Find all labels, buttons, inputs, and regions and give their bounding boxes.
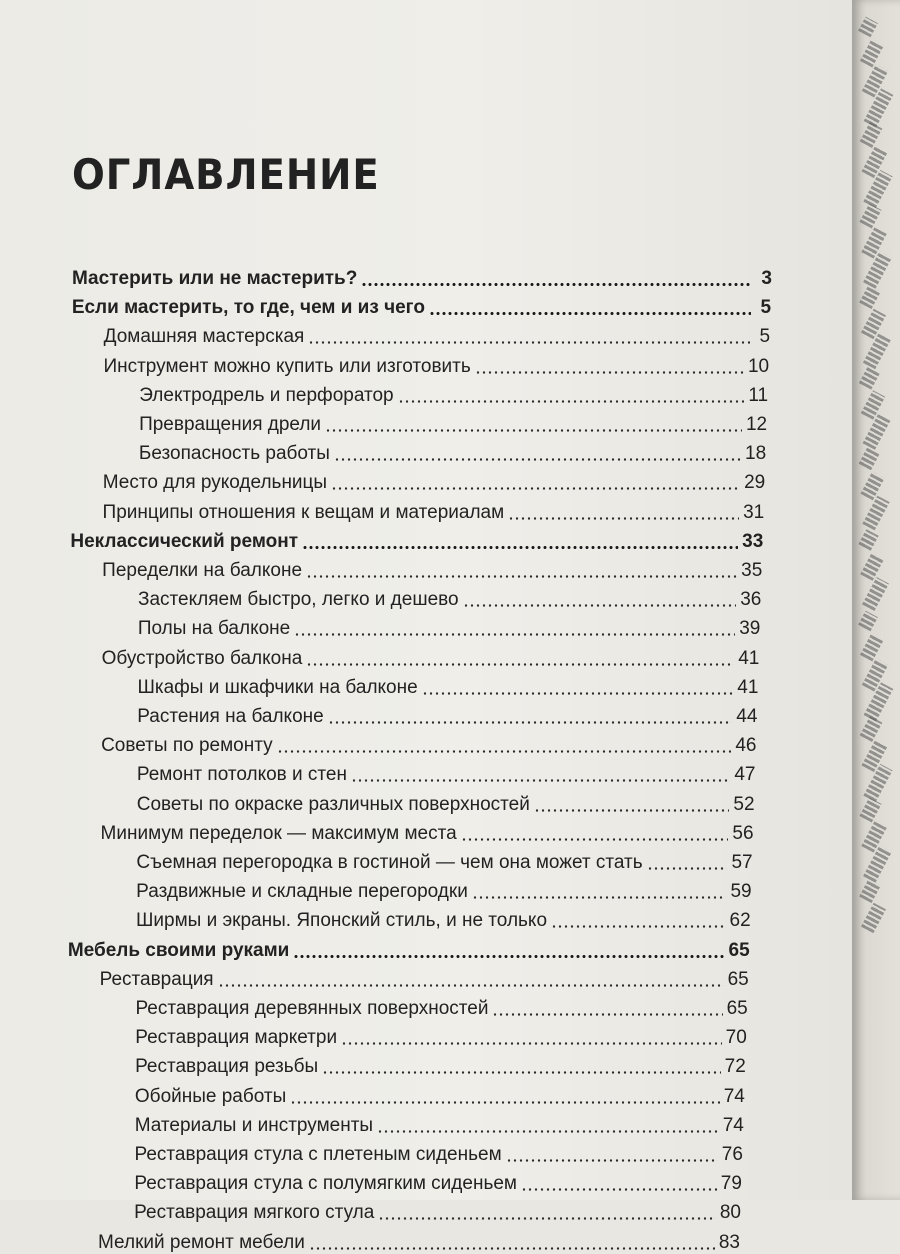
toc-entry-page-number: 83 bbox=[718, 1231, 740, 1253]
dot-leader bbox=[506, 1159, 718, 1162]
dot-leader bbox=[218, 984, 724, 987]
toc-entry bbox=[137, 702, 757, 728]
toc-entry-title: Полы на балконе bbox=[137, 618, 291, 640]
toc-entry-page-number: 33 bbox=[742, 530, 764, 552]
dot-leader bbox=[377, 1130, 719, 1133]
toc-entry-page-number: 36 bbox=[740, 589, 762, 611]
toc-entry-page-number: 31 bbox=[743, 501, 765, 523]
dot-leader bbox=[463, 604, 737, 607]
dot-leader bbox=[475, 371, 744, 374]
dot-leader bbox=[378, 1217, 716, 1220]
facing-page-text-fragment bbox=[863, 845, 892, 882]
dot-leader bbox=[422, 692, 734, 695]
toc-entry-title: Реставрация резьбы bbox=[135, 1056, 319, 1078]
dot-leader bbox=[351, 779, 730, 782]
facing-page-text-fragment bbox=[859, 797, 881, 822]
toc-entry bbox=[135, 1052, 746, 1078]
toc-entry bbox=[137, 790, 755, 816]
dot-leader bbox=[302, 546, 738, 549]
toc-entry-title: Мастерить или не мастерить? bbox=[72, 268, 358, 289]
toc-entry-page-number: 72 bbox=[724, 1056, 746, 1078]
dot-leader bbox=[551, 925, 725, 928]
dot-leader bbox=[508, 517, 739, 520]
toc-entry-page-number: 11 bbox=[748, 384, 769, 406]
facing-page-text-fragment bbox=[863, 333, 891, 370]
toc-entry bbox=[136, 877, 751, 903]
toc-entry-page-number: 65 bbox=[728, 939, 750, 961]
toc-entry bbox=[102, 644, 760, 670]
dot-leader bbox=[398, 400, 745, 403]
facing-page-text-fragment bbox=[860, 41, 883, 68]
dot-leader bbox=[331, 487, 740, 490]
toc-entry-page-number: 12 bbox=[745, 414, 768, 435]
toc-entry bbox=[101, 819, 754, 845]
facing-page-text-fragment bbox=[859, 203, 881, 228]
toc-entry-title: Место для рукодельницы bbox=[102, 472, 328, 494]
facing-page-text-fragment bbox=[860, 716, 883, 742]
dot-leader bbox=[293, 955, 724, 958]
toc-entry-page-number: 10 bbox=[747, 355, 770, 377]
toc-entry-page-number: 74 bbox=[722, 1114, 744, 1136]
dot-leader bbox=[322, 1071, 720, 1074]
toc-entry-page-number: 18 bbox=[745, 443, 767, 465]
toc-entry-title: Реставрация bbox=[99, 968, 214, 990]
toc-entry-page-number: 46 bbox=[735, 735, 757, 757]
facing-page-text-fragment bbox=[860, 553, 884, 581]
dot-leader bbox=[328, 721, 733, 724]
toc-entry-title: Переделки на балконе bbox=[102, 560, 303, 581]
toc-entry-title: Съемная перегородка в гостиной — чем она может стать bbox=[136, 852, 643, 873]
facing-page-text-fragment bbox=[863, 414, 891, 450]
facing-page-text-fragment bbox=[860, 472, 884, 501]
toc-entry bbox=[134, 1198, 741, 1224]
toc-entry-page-number: 41 bbox=[737, 676, 759, 698]
facing-page-text-fragment bbox=[859, 879, 881, 903]
toc-entry-title: Электродрель и перфоратор bbox=[139, 384, 394, 406]
dot-leader bbox=[309, 1247, 715, 1250]
toc-entry-page-number: 59 bbox=[730, 881, 752, 903]
toc-entry-page-number: 3 bbox=[761, 268, 772, 289]
toc-entry-page-number: 44 bbox=[736, 706, 758, 727]
toc-entry-title: Домашняя мастерская bbox=[103, 326, 305, 348]
toc-entry bbox=[98, 1228, 740, 1254]
facing-page-text-fragment bbox=[860, 635, 883, 662]
dot-leader bbox=[308, 341, 750, 344]
dot-leader bbox=[521, 1188, 717, 1191]
toc-entry-title: Реставрация стула с плетеным сиденьем bbox=[134, 1144, 502, 1165]
toc-entry-page-number: 35 bbox=[741, 560, 763, 581]
dot-leader bbox=[341, 1042, 722, 1045]
toc-entry-title: Мелкий ремонт мебели bbox=[98, 1231, 305, 1253]
toc-entry-title: Реставрация мягкого стула bbox=[134, 1202, 375, 1224]
toc-entry-page-number: 74 bbox=[723, 1085, 745, 1107]
facing-page-text-fragment bbox=[859, 448, 880, 470]
toc-entry bbox=[139, 439, 766, 465]
toc-entry bbox=[139, 410, 767, 436]
toc-entry-title: Мебель своими руками bbox=[67, 939, 290, 961]
toc-entry bbox=[101, 731, 756, 757]
toc-entry-title: Превращения дрели bbox=[139, 414, 322, 435]
toc-entry-title: Раздвижные и складные перегородки bbox=[136, 881, 468, 903]
toc-entry bbox=[135, 1023, 747, 1049]
dot-leader bbox=[461, 838, 729, 841]
dot-leader bbox=[492, 1013, 722, 1016]
toc-entry-page-number: 5 bbox=[760, 297, 772, 319]
toc-entry-title: Принципы отношения к вещам и материалам bbox=[102, 501, 505, 523]
toc-entry bbox=[68, 936, 750, 962]
toc-entry bbox=[72, 264, 772, 290]
toc-entry bbox=[72, 293, 771, 319]
facing-page-text-fragment bbox=[859, 285, 881, 309]
dot-leader bbox=[277, 750, 732, 753]
toc-entry-page-number: 52 bbox=[733, 793, 755, 815]
toc-entry-title: Застекляем быстро, легко и дешево bbox=[138, 589, 459, 611]
toc-entry-title: Реставрация деревянных поверхностей bbox=[135, 998, 489, 1019]
facing-page-text-fragment bbox=[862, 577, 889, 611]
toc-entry-title: Реставрация маркетри bbox=[135, 1027, 338, 1049]
toc-entry-page-number: 70 bbox=[725, 1027, 747, 1049]
toc-entry bbox=[135, 1111, 744, 1137]
toc-entry-title: Ремонт потолков и стен bbox=[136, 764, 347, 786]
toc-entry-title: Советы по окраске различных поверхностей bbox=[136, 793, 530, 815]
facing-page-text-fragment bbox=[861, 903, 886, 933]
facing-page-text-fragment bbox=[863, 251, 892, 288]
toc-entry-title: Ширмы и экраны. Японский стиль, и не только bbox=[136, 910, 548, 932]
toc-entry bbox=[70, 527, 763, 553]
facing-page-text-fragment bbox=[862, 496, 889, 531]
toc-entry bbox=[138, 614, 761, 640]
toc-entry bbox=[139, 381, 768, 407]
toc-entry-page-number: 65 bbox=[726, 998, 748, 1019]
toc-entry-title: Растения на балконе bbox=[137, 706, 324, 727]
facing-page-text-fragment bbox=[858, 529, 878, 551]
dot-leader bbox=[647, 867, 728, 870]
toc-entry-title: Обустройство балкона bbox=[101, 647, 303, 669]
toc-entry bbox=[136, 848, 752, 874]
toc-entry bbox=[136, 906, 751, 932]
toc-entry bbox=[103, 498, 765, 524]
toc-entry bbox=[103, 352, 769, 378]
toc-entry bbox=[135, 994, 747, 1020]
toc-entry bbox=[138, 585, 761, 611]
toc-entry-title: Инструмент можно купить или изготовить bbox=[103, 355, 471, 377]
toc-entry-title: Безопасность работы bbox=[138, 443, 330, 465]
toc-entry-title: Советы по ремонту bbox=[101, 735, 273, 757]
toc-entry bbox=[103, 468, 765, 494]
toc-entry bbox=[135, 1140, 743, 1166]
dot-leader bbox=[472, 896, 727, 899]
adjacent-page-edge bbox=[852, 0, 900, 1200]
facing-page-text-fragment bbox=[860, 122, 883, 148]
toc-entry-page-number: 57 bbox=[731, 852, 753, 873]
dot-leader bbox=[325, 429, 742, 432]
toc-entry-page-number: 47 bbox=[734, 764, 756, 786]
dot-leader bbox=[306, 575, 737, 578]
dot-leader bbox=[290, 1101, 719, 1104]
toc-entry bbox=[104, 322, 770, 348]
toc-entry-title: Минимум переделок — максимум места bbox=[100, 822, 457, 844]
dot-leader bbox=[294, 633, 735, 636]
toc-entry-page-number: 65 bbox=[727, 968, 749, 990]
page-title: ОГЛАВЛЕНИЕ bbox=[72, 150, 380, 199]
toc-entry-page-number: 39 bbox=[739, 618, 761, 640]
facing-page-text-fragment bbox=[863, 764, 892, 802]
dot-leader bbox=[534, 809, 730, 812]
toc-entry-title: Если мастерить, то где, чем и из чего bbox=[71, 297, 425, 319]
toc-entry bbox=[137, 673, 758, 699]
toc-entry-page-number: 62 bbox=[729, 910, 751, 932]
toc-entry-title: Обойные работы bbox=[134, 1085, 287, 1107]
toc-entry bbox=[134, 1169, 742, 1195]
dot-leader bbox=[306, 663, 734, 666]
toc-entry-page-number: 41 bbox=[738, 647, 760, 669]
toc-entry bbox=[100, 965, 749, 991]
dot-leader bbox=[361, 283, 752, 286]
facing-page-text-fragment bbox=[859, 366, 880, 389]
facing-page-text-fragment bbox=[858, 17, 878, 38]
dot-leader bbox=[429, 312, 751, 315]
toc-entry-page-number: 56 bbox=[732, 822, 754, 844]
toc-entry-page-number: 29 bbox=[744, 472, 766, 494]
toc-entry bbox=[135, 1082, 745, 1108]
toc-entry bbox=[102, 556, 762, 582]
toc-entry-title: Шкафы и шкафчики на балконе bbox=[137, 676, 418, 698]
toc-entry-page-number: 80 bbox=[719, 1202, 741, 1224]
toc-entry-page-number: 79 bbox=[720, 1173, 742, 1195]
toc-entry bbox=[137, 760, 756, 786]
toc-entry-title: Неклассический ремонт bbox=[70, 530, 299, 552]
toc-entry-title: Материалы и инструменты bbox=[134, 1114, 374, 1136]
facing-page-text-fragment bbox=[863, 170, 892, 208]
dot-leader bbox=[334, 458, 741, 461]
toc-entry-page-number: 5 bbox=[759, 326, 771, 348]
toc-entry-title: Реставрация стула с полумягким сиденьем bbox=[134, 1173, 517, 1195]
toc-entry-page-number: 76 bbox=[721, 1144, 743, 1165]
facing-page-text-fragment bbox=[858, 611, 878, 632]
